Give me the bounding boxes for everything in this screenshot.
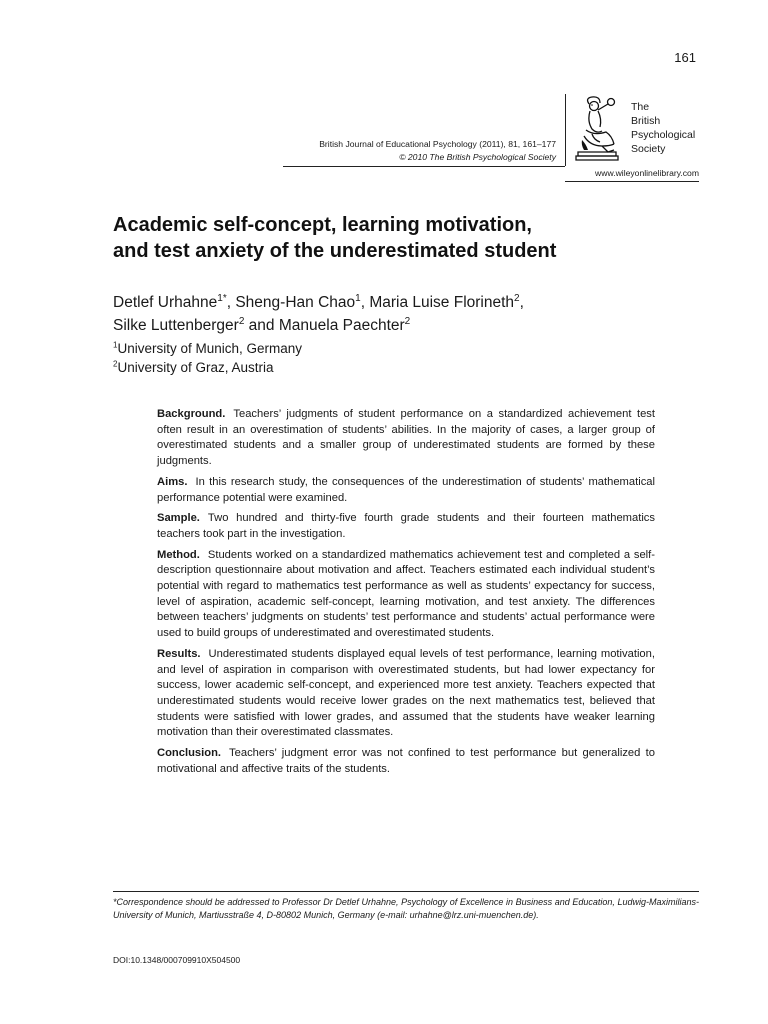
author-affiliation-marker: 2 (514, 292, 520, 304)
abstract-section (157, 475, 655, 506)
abstract-section-text: Teachers’ judgment error was not confined to test performance but generalized to motivational and affective traits of the students. (157, 747, 655, 775)
correspondence-footnote (113, 896, 699, 921)
copyright-notice: © 2010 The British Psychological Society (399, 152, 556, 162)
affiliation (113, 359, 302, 378)
author-line (113, 314, 713, 337)
abstract-section-heading: Sample. (157, 512, 200, 525)
abstract-section-heading: Method. (157, 548, 200, 561)
abstract-section-text: Underestimated students displayed equal levels of test performance, learning motivation, and level of aspiration in comparison with overestimated students, but had lower expectancy for success, lower academic self-concept, and experienced more test anxiety. Teachers expected that underestimated students would receive lower grades on the next mathematics test, believed that students were satisfied with lower grades, and assumed that the students have weaker learning motivation than their overestimated classmates. (157, 647, 655, 739)
abstract-section (157, 746, 655, 777)
abstract-section (157, 407, 655, 470)
footnote-marker: * (113, 897, 117, 907)
journal-citation: British Journal of Educational Psychology (2011), 81, 161–177 (319, 139, 556, 149)
society-name-line: Psychological (631, 129, 696, 141)
affiliation-marker: 2 (113, 359, 118, 368)
abstract-section (157, 548, 655, 642)
author-line (113, 291, 713, 314)
abstract (157, 407, 655, 782)
affiliation-text: University of Graz, Austria (117, 359, 274, 375)
logo-divider (565, 94, 566, 166)
article-title-line: and test anxiety of the underestimated student (113, 240, 557, 262)
footnote-text: Correspondence should be addressed to Professor Dr Detlef Urhahne, Psychology of Excellence in Business and Education, Ludwig-Maximilians-University of Munich, Martiusstraße 4, D-80802 Munich, Germany (e-mail: urhahne@lrz.uni-muenchen.de). (113, 897, 699, 920)
abstract-section-heading: Aims. (157, 475, 188, 488)
author-affiliation-marker: 1 (355, 292, 361, 304)
abstract-section (157, 647, 655, 741)
author-affiliation-marker: 2 (404, 315, 411, 327)
society-name (631, 100, 695, 156)
abstract-section-text: In this research study, the consequences of the underestimation of students’ mathematical performance potential were examined. (157, 475, 655, 504)
abstract-section-heading: Background. (157, 408, 226, 420)
journal-citation-block (319, 138, 556, 164)
abstract-section (157, 511, 655, 542)
article-title-line: Academic self-concept, learning motivation, (113, 214, 532, 236)
footnote-rule (113, 891, 699, 892)
abstract-section-text: Students worked on a standardized mathematics achievement test and completed a self-description questionnaire about motivation and affect. Teachers estimated each individual student’s potential with regard to mathematics test performance as well as students’ expectancy for success, level of aspiration, academic self-concept, learning motivation, and test anxiety. The differences between teachers’ judgments on students’ test performance and students’ actual performance were used to build groups of underestimated and overestimated students. (157, 548, 655, 640)
abstract-section-text: Teachers’ judgments of student performance on a standardized achievement test often result in an overestimation of students’ abilities. In the majority of cases, a larger group of overestimated students and a smaller group of underestimated students are formed by these judgments. (157, 408, 655, 468)
affiliation-marker: 1 (113, 340, 118, 350)
author-separator: , (360, 294, 370, 311)
affiliation-list (113, 340, 302, 377)
author-separator: , (519, 294, 524, 311)
author-name: Maria Luise Florineth (369, 294, 515, 311)
affiliation (113, 340, 302, 359)
author-name: Sheng-Han Chao (235, 294, 356, 311)
author-list (113, 291, 713, 337)
society-name-line: British (631, 115, 661, 127)
page-number: 161 (674, 50, 696, 65)
bps-logo-icon (572, 96, 622, 162)
author-name: Detlef Urhahne (113, 294, 218, 311)
article-title (113, 212, 713, 264)
abstract-section-heading: Results. (157, 647, 201, 660)
publisher-url-rule (565, 181, 699, 182)
abstract-section-heading: Conclusion. (157, 747, 222, 760)
author-name: Manuela Paechter (278, 317, 405, 334)
header-rule (283, 166, 565, 167)
doi: DOI:10.1348/000709910X504500 (113, 955, 241, 965)
author-affiliation-marker: 1* (217, 292, 227, 304)
society-name-line: The (631, 101, 650, 113)
author-separator: , (226, 294, 236, 311)
author-name: Silke Luttenberger (113, 317, 239, 334)
author-separator: and (244, 317, 279, 334)
affiliation-text: University of Munich, Germany (117, 341, 303, 356)
abstract-section-text: Two hundred and thirty-five fourth grade students and their fourteen mathematics teachers took part in the investigation. (157, 512, 655, 540)
author-affiliation-marker: 2 (238, 315, 245, 327)
publisher-url-link[interactable]: www.wileyonlinelibrary.com (595, 168, 699, 178)
society-name-line: Society (631, 143, 666, 155)
